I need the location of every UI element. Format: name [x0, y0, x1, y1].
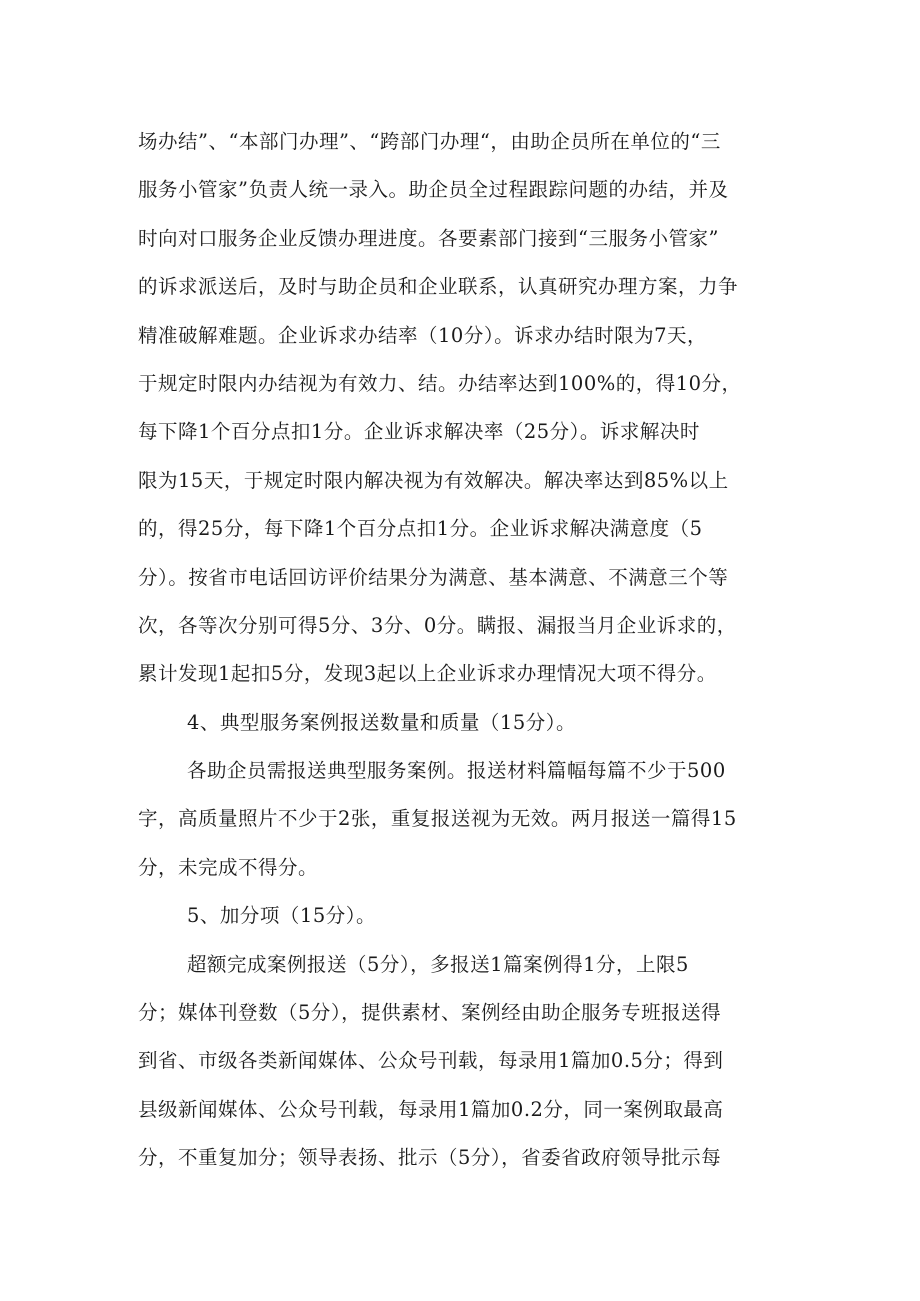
text-line: 各助企员需报送典型服务案例。报送材料篇幅每篇不少于500	[187, 759, 726, 783]
text-line: 字，高质量照片不少于2张，重复报送视为无效。两月报送一篇得15	[138, 807, 737, 831]
text-line: 分）。按省市电话回访评价结果分为满意、基本满意、不满意三个等	[138, 565, 729, 589]
text-line: 的，得25分，每下降1个百分点扣1分。企业诉求解决满意度（5	[138, 517, 703, 541]
text-line: 每下降1个百分点扣1分。企业诉求解决率（25分）。诉求解决时	[138, 420, 700, 444]
text-line: 分，不重复加分；领导表扬、批示（5分），省委省政府领导批示每	[138, 1146, 722, 1170]
text-line: 分，未完成不得分。	[138, 855, 319, 879]
text-line: 县级新闻媒体、公众号刊载，每录用1篇加0.2分，同一案例取最高	[138, 1097, 724, 1121]
text-line: 精准破解难题。企业诉求办结率（10分）。诉求办结时限为7天，	[138, 323, 707, 347]
text-line: 时向对口服务企业反馈办理进度。各要素部门接到“三服务小管家”	[138, 226, 719, 250]
text-line: 的诉求派送后，及时与助企员和企业联系，认真研究办理方案，力争	[138, 275, 739, 299]
section-heading: 4、典型服务案例报送数量和质量（15分）。	[187, 710, 576, 734]
text-line: 分；媒体刊登数（5分），提供素材、案例经由助企服务专班报送得	[138, 1001, 722, 1025]
document-body	[138, 118, 803, 1183]
text-line: 场办结”、“本部门办理”、“跨部门办理“，由助企员所在单位的“三	[138, 130, 721, 153]
text-line: 累计发现1起扣5分，发现3起以上企业诉求办理情况大项不得分。	[138, 662, 717, 686]
section-heading: 5、加分项（15分）。	[187, 904, 376, 928]
text-line: 服务小管家”负责人统一录入。助企员全过程跟踪问题的办结，并及	[138, 178, 729, 202]
text-line: 次，各等次分别可得5分、3分、0分。瞒报、漏报当月企业诉求的，	[138, 613, 737, 637]
text-line: 于规定时限内办结视为有效力、结。办结率达到100%的，得10分，	[138, 371, 742, 395]
text-line: 超额完成案例报送（5分），多报送1篇案例得1分，上限5	[187, 952, 689, 976]
text-line: 到省、市级各类新闻媒体、公众号刊载，每录用1篇加0.5分；得到	[138, 1049, 724, 1073]
text-line: 限为15天，于规定时限内解决视为有效解决。解决率达到85%以上	[138, 468, 729, 492]
